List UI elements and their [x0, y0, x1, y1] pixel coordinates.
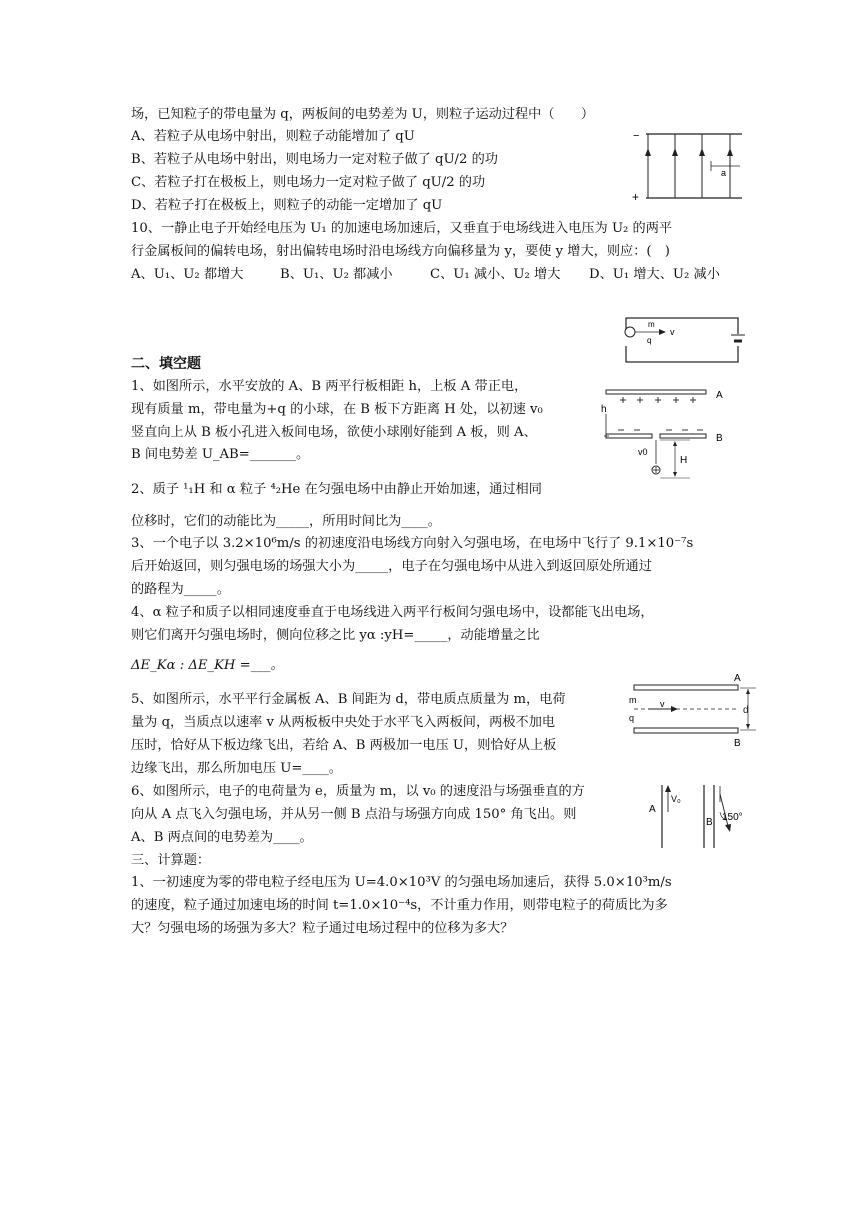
f4-line-3: ΔE_Kα : ΔE_KH =___。	[131, 658, 284, 673]
f6-fig-B: B	[706, 817, 713, 828]
f6-line-2: 向从 A 点飞入匀强电场，并从另一侧 B 点沿与场强方向成 150° 角飞出。则	[131, 807, 577, 822]
q9-option-d: D、若粒子打在极板上，则粒子的动能一定增加了 qU	[131, 198, 443, 213]
q9-option-a: A、若粒子从电场中射出，则粒子动能增加了 qU	[131, 129, 415, 144]
f1-fig-H: H	[680, 455, 688, 466]
section-fill-in-title: 二、填空题	[131, 356, 201, 372]
f6-fig-v0: V₀	[671, 794, 681, 804]
f5-line-3: 压时，恰好从下板边缘飞出，若给 A、B 两极加一电压 U，则恰好从上板	[131, 738, 557, 753]
q10-fig-q: q	[647, 336, 652, 345]
q9-option-c: C、若粒子打在极板上，则电场力一定对粒子做了 qU/2 的功	[131, 175, 486, 190]
f2-line-2: 位移时，它们的动能比为_____，所用时间比为____。	[131, 514, 441, 529]
f5-fig-A: A	[734, 673, 741, 684]
q10-option-c: C、U₁ 减小、U₂ 增大	[430, 267, 561, 282]
q9-figure	[626, 128, 744, 204]
q10-line-2: 行金属板间的偏转电场，射出偏转电场时沿电场线方向偏移量为 y，要使 y 增大，则应：( )	[131, 244, 670, 259]
q10-option-a: A、U₁、U₂ 都增大	[131, 267, 244, 282]
f5-line-4: 边缘飞出，那么所加电压 U=____。	[131, 761, 342, 776]
f1-line-3: 竖直向上从 B 板小孔进入板间电场，欲使小球刚好能到 A 板，则 A、	[131, 425, 537, 440]
f4-line-2: 则它们离开匀强电场时，侧向位移之比 yα :yH=_____，动能增量之比	[131, 628, 540, 643]
f1-fig-A: A	[716, 390, 723, 401]
f3-line-3: 的路程为_____。	[131, 582, 230, 597]
c1-line-1: 1、一初速度为零的带电粒子经电压为 U=4.0×10³V 的匀强电场加速后，获得 5.0×10³m/s	[131, 875, 672, 890]
q9-option-b: B、若粒子从电场中射出，则电场力一定对粒子做了 qU/2 的功	[131, 152, 498, 167]
f5-fig-v: v	[660, 699, 665, 709]
f1-fig-v0: v0	[638, 447, 648, 457]
f5-line-2: 量为 q，当质点以速率 v 从两板板中央处于水平飞入两板间，两极不加电	[131, 715, 556, 730]
f6-fig-A: A	[649, 804, 656, 815]
f5-figure	[626, 670, 758, 750]
q10-line-1: 10、一静止电子开始经电压为 U₁ 的加速电场加速后，又垂直于电场线进入电压为 U₂ 的两平	[131, 221, 673, 236]
q10-figure	[614, 310, 746, 366]
f6-fig-angle: 150°	[722, 812, 743, 823]
q9-fig-minus: −	[633, 130, 640, 142]
f5-fig-B: B	[734, 738, 741, 749]
f3-line-1: 3、一个电子以 3.2×10⁶m/s 的初速度沿电场线方向射入匀强电场，在电场中飞行了 9.1×10⁻⁷s	[131, 536, 694, 551]
f5-fig-d: d	[743, 705, 749, 716]
f2-line-1: 2、质子 ¹₁H 和 α 粒子 ⁴₂He 在匀强电场中由静止开始加速，通过相同	[131, 482, 542, 497]
q10-option-b: B、U₁、U₂ 都减小	[280, 267, 393, 282]
q10-fig-m: m	[648, 320, 655, 329]
f1-fig-B: B	[716, 433, 723, 444]
f5-fig-m: m	[629, 695, 637, 705]
q10-option-d: D、U₁ 增大、U₂ 减小	[589, 267, 720, 282]
f6-line-3: A、B 两点间的电势差为____。	[131, 830, 313, 845]
f1-line-4: B 间电势差 U_AB=_______。	[131, 447, 310, 462]
f1-line-2: 现有质量 m，带电量为+q 的小球，在 B 板下方距离 H 处，以初速 v₀	[131, 402, 543, 417]
section-calc-title: 三、计算题：	[131, 853, 211, 868]
f1-line-1: 1、如图所示，水平安放的 A、B 两平行板相距 h，上板 A 带正电，	[131, 379, 528, 394]
q10-options	[131, 266, 720, 284]
f5-line-1: 5、如图所示，水平平行金属板 A、B 间距为 d，带电质点质量为 m，电荷	[131, 692, 566, 707]
f6-figure	[646, 782, 750, 852]
q10-fig-v: v	[670, 327, 675, 337]
q9-fig-label: a	[721, 168, 727, 178]
q9-stem: 场，已知粒子的带电量为 q，两板间的电势差为 U，则粒子运动过程中（ ）	[131, 107, 595, 122]
c1-line-2: 的速度，粒子通过加速电场的时间 t=1.0×10⁻⁴s，不计重力作用，则带电粒子的荷质比为多	[131, 898, 668, 913]
q9-fig-plus: +	[632, 190, 640, 204]
f1-figure	[600, 384, 730, 484]
f4-line-1: 4、α 粒子和质子以相同速度垂直于电场线进入两平行板间匀强电场中，设都能飞出电场，	[131, 605, 654, 620]
c1-line-3: 大？匀强电场的场强为多大？粒子通过电场过程中的位移为多大？	[131, 921, 514, 936]
f6-line-1: 6、如图所示，电子的电荷量为 e，质量为 m，以 v₀ 的速度沿与场强垂直的方	[131, 784, 585, 799]
f3-line-2: 后开始返回，则匀强电场的场强大小为_____，电子在匀强电场中从进入到返回原处所通过	[131, 559, 652, 574]
f5-fig-q: q	[629, 713, 635, 723]
f1-fig-h: h	[601, 404, 607, 415]
